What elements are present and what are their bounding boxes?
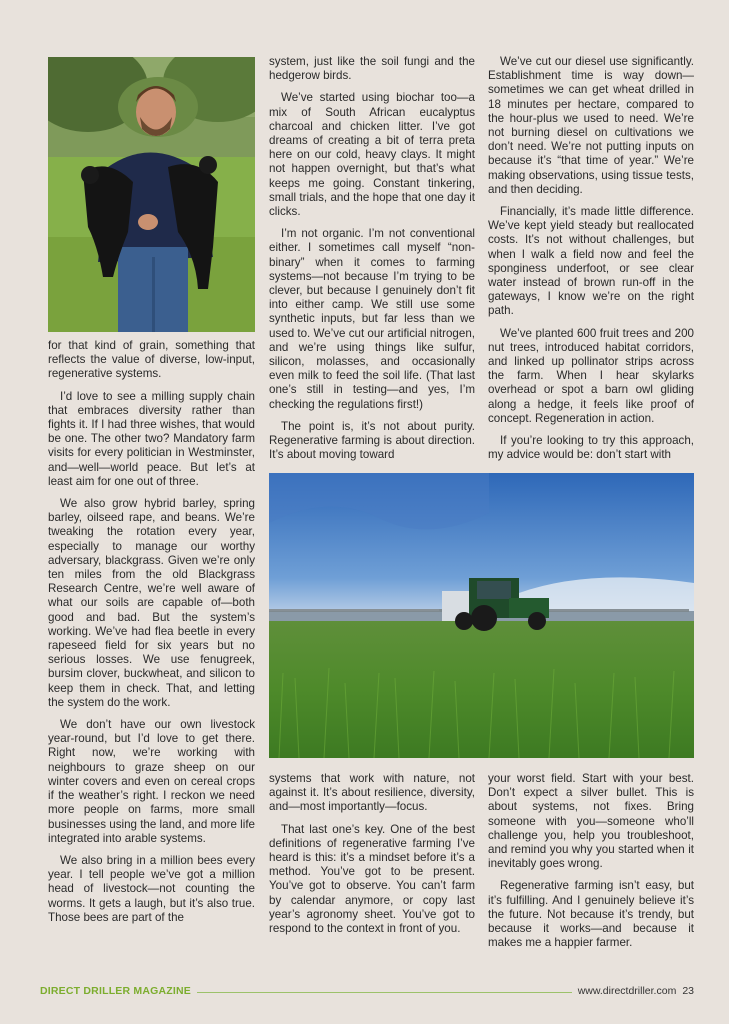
website-url[interactable]: www.directdriller.com (577, 985, 677, 997)
tractor-in-wheat-field-photo (269, 473, 694, 758)
paragraph: Regenerative farming isn’t easy, but it’s fulfilling. And I genuinely believe it’s the future. Not because it’s trendy, but because it works—and because it makes me a happier farmer. (488, 879, 694, 950)
text-column-3-top (488, 55, 694, 465)
paragraph: That last one’s key. One of the best definitions of regenerative farming I’ve heard is this: it’s a mindset before it’s a method. You’ve got to be present. You’ve got to observe. You can’t farm by calendar anymore, or copy last year’s agronomy sheet. You’ve got to respond to the context in front of you. (269, 822, 475, 936)
paragraph: We also bring in a million bees every year. I tell people we’ve got a million head of livestock—not counting the worms. It gets a laugh, but it’s also true. Those bees are part of the (48, 853, 255, 924)
text-column-2-top (269, 55, 475, 465)
paragraph: Financially, it’s made little difference. We’ve kept yield steady but reallocated costs. It’s not without challenges, but when I walk a field now and feel the sponginess underfoot, or see clear water instead of brown run-off in the gateways, I know we’re on the right path. (488, 205, 694, 318)
text-column-2-bottom (269, 772, 475, 962)
paragraph: If you’re looking to try this approach, my advice would be: don’t start with (488, 434, 694, 462)
page-number: 23 (682, 985, 694, 997)
paragraph: We’ve cut our diesel use significantly. Establishment time is way down—sometimes we can get wheat drilled in 18 minutes per hectare, compared to the hour-plus we used to need. We’re not burning diesel on cultivations we don’t need. We’re not putting inputs on because it’s “that time of year.” We’re making observations, using tissue tests, and then deciding. (488, 55, 694, 196)
magazine-name: DIRECT DRILLER MAGAZINE (40, 985, 192, 997)
paragraph: We’ve planted 600 fruit trees and 200 nut trees, introduced habitat corridors, and linked up pollinator strips across the farm. When I hear skylarks overhead or spot a barn owl gliding along a hedge, it feels like proof of concept. Regeneration in action. (488, 326, 694, 425)
paragraph: for that kind of grain, something that reflects the value of diverse, low-input, regenerative systems. (48, 339, 255, 381)
paragraph: The point is, it’s not about purity. Regenerative farming is about direction. It’s about moving toward (269, 419, 475, 462)
footer-divider (197, 992, 572, 993)
paragraph: We also grow hybrid barley, spring barley, oilseed rape, and beans. We’re tweaking the rotation every year, especially to manage our worthy adversary, blackgrass. Given we’re only ten miles from the old Blackgrass Research Centre, we’re well aware of what our soils are capable of—both good and bad. But the system’s working. We’ve had flea beetle in every rapeseed field for six years but no serious losses. We use fenugreek, bursim clover, buckwheat, and silicon to keep them in check. That, and letting the system do the work. (48, 497, 255, 709)
paragraph: We’ve started using biochar too—a mix of South African eucalyptus charcoal and chicken litter. I’ve got dreams of creating a bit of terra preta here on our cold, heavy clays. It might not happen overnight, but that’s what keeps me going. Constant tinkering, small trials, and the hope that one day it clicks. (269, 91, 475, 219)
farmer-with-lambs-photo (48, 57, 255, 332)
paragraph: system, just like the soil fungi and the hedgerow birds. (269, 55, 475, 83)
text-column-3-bottom (488, 772, 694, 962)
paragraph: your worst field. Start with your best. Don’t expect a silver bullet. This is about systems, not fixes. Bring someone with you—someone who’ll challenge you, help you troubleshoot, and remind you why you started when it inevitably goes wrong. (488, 772, 694, 871)
paragraph: I’m not organic. I’m not conventional either. I sometimes call myself “non-binary” when it comes to farming systems—not because I’m trying to be clever, but because I genuinely don’t fit into either camp. We still use some synthetic inputs, but far less than we used to. We’ve cut our artificial nitrogen, and we’re using things like sulfur, silicon, molasses, and occasionally even milk to feed the soil life. (That last one’s still in testing—and yes, I’m checking the regulations first!) (269, 227, 475, 411)
paragraph: systems that work with nature, not against it. It’s about resilience, diversity, and—most importantly—focus. (269, 772, 475, 814)
paragraph: We don’t have our own livestock year-round, but I’d love to get there. Right now, we’re working with neighbours to graze sheep on our winter covers and even on cereal crops if the weather’s right. I reckon we need more people on farms, more small businesses using the land, and more life integrated into arable systems. (48, 718, 255, 845)
page-footer (40, 984, 694, 998)
paragraph: I’d love to see a milling supply chain that embraces diversity rather than fights it. If I had three wishes, that would be one. The other two? Mandatory farm visits for every politician in Westminster, and—well—world peace. But let’s at least aim for one out of three. (48, 389, 255, 488)
text-column-1 (48, 339, 255, 959)
